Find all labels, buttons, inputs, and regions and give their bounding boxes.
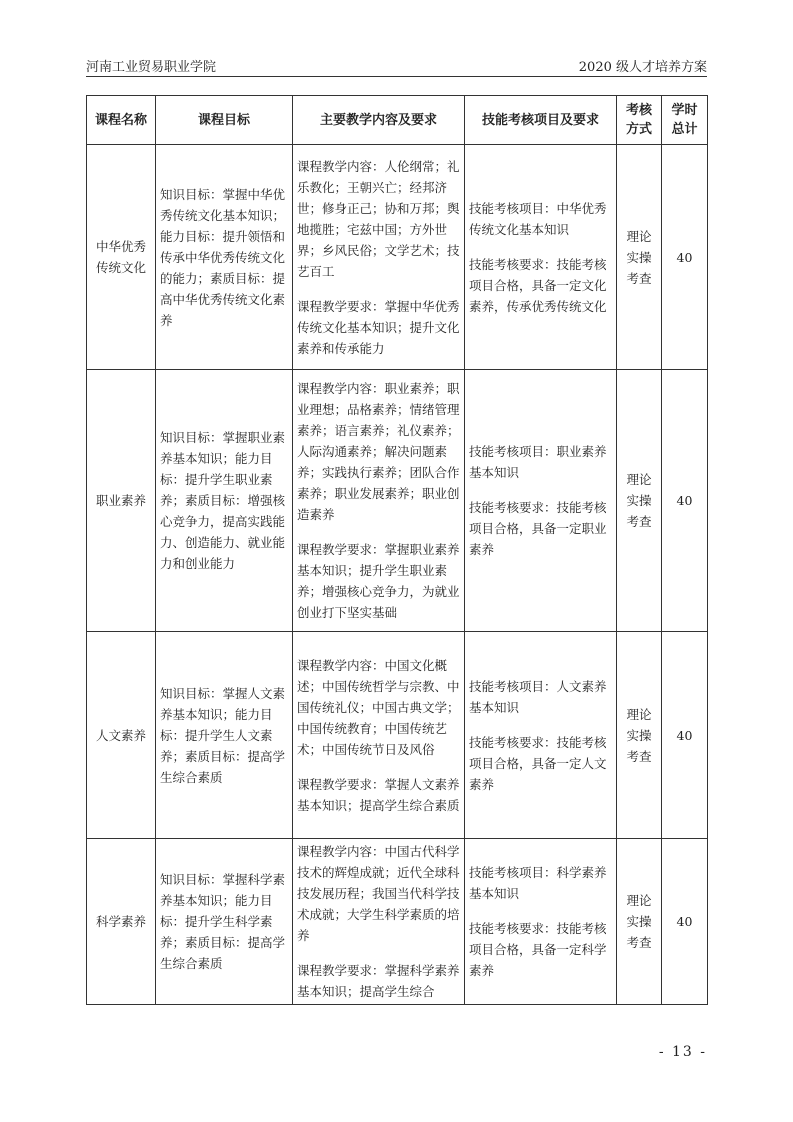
page-number: - 13 - — [658, 1044, 707, 1060]
method-line3: 考查 — [626, 748, 652, 764]
course-goal-cell: 知识目标：掌握中华优秀传统文化基本知识；能力目标：提升领悟和传承中华优秀传统文化的能力；素质目标：提高中华优秀传统文化素养 — [156, 145, 293, 370]
skill-cell — [465, 632, 617, 839]
method-line1: 理论 — [626, 893, 652, 908]
course-name-line1: 中华优秀 — [95, 239, 146, 254]
col-header-method — [617, 96, 662, 145]
hours-cell: 40 — [662, 145, 708, 370]
course-content-cell — [293, 632, 465, 839]
skill-items: 技能考核项目：科学素养基本知识 — [469, 865, 607, 901]
header-plan-title: 2020 级人才培养方案 — [578, 60, 707, 75]
course-name-cell — [87, 370, 156, 632]
method-line2: 实操 — [626, 727, 652, 743]
course-name-line2: 传统文化 — [95, 260, 146, 275]
table-row — [87, 370, 708, 632]
skill-cell — [465, 370, 617, 632]
course-name-line1: 科学素养 — [95, 914, 146, 929]
method-line2: 实操 — [626, 249, 652, 265]
col-header-hours-line1: 学时 — [671, 103, 698, 118]
skill-requirements: 技能考核要求：技能考核项目合格，具备一定人文素养 — [469, 734, 607, 792]
method-line1: 理论 — [626, 472, 652, 487]
content-items: 课程教学内容：人伦纲常；礼乐教化；王朝兴亡；经邦济世；修身正己；协和万邦；舆地揽胜；宅兹中国；方外世界；乡风民俗；文学艺术；技艺百工 — [297, 158, 460, 279]
curriculum-table — [86, 95, 708, 1005]
course-name-cell — [87, 839, 156, 1005]
skill-requirements: 技能考核要求：技能考核项目合格，具备一定文化素养，传承优秀传统文化 — [469, 256, 607, 314]
content-items: 课程教学内容：中国文化概述；中国传统哲学与宗教、中国传统礼仪；中国古典文学；中国传统教育；中国传统艺术；中国传统节日及风俗 — [297, 657, 460, 757]
method-line3: 考查 — [626, 270, 652, 286]
course-goal-cell: 知识目标：掌握科学素养基本知识；能力目标：提升学生科学素养；素质目标：提高学生综合素质 — [156, 839, 293, 1005]
col-header-hours — [662, 96, 708, 145]
table-row — [87, 632, 708, 839]
table-row — [87, 839, 708, 1005]
content-requirements: 课程教学要求：掌握人文素养基本知识；提高学生综合素质 — [297, 776, 460, 813]
col-header-skill: 技能考核项目及要求 — [465, 96, 617, 145]
col-header-method-line2: 方式 — [625, 122, 652, 137]
method-line2: 实操 — [626, 493, 652, 508]
course-goal-cell: 知识目标：掌握人文素养基本知识；能力目标：提升学生人文素养；素质目标：提高学生综合素质 — [156, 632, 293, 839]
assessment-method-cell — [617, 370, 662, 632]
skill-items: 技能考核项目：中华优秀传统文化基本知识 — [469, 200, 607, 237]
header-school-name: 河南工业贸易职业学院 — [86, 60, 217, 75]
skill-items: 技能考核项目：职业素养基本知识 — [469, 444, 607, 480]
course-content-cell — [293, 145, 465, 370]
skill-cell — [465, 839, 617, 1005]
content-items: 课程教学内容：职业素养；职业理想；品格素养；情绪管理素养；语言素养；礼仪素养；人际沟通素养；解决问题素养；实践执行素养；团队合作素养；职业发展素养；职业创造素养 — [297, 381, 460, 522]
assessment-method-cell — [617, 632, 662, 839]
method-line1: 理论 — [626, 706, 652, 722]
method-line3: 考查 — [626, 935, 652, 950]
assessment-method-cell — [617, 839, 662, 1005]
assessment-method-cell — [617, 145, 662, 370]
col-header-content: 主要教学内容及要求 — [293, 96, 465, 145]
method-line2: 实操 — [626, 914, 652, 929]
skill-cell — [465, 145, 617, 370]
content-items: 课程教学内容：中国古代科学技术的辉煌成就；近代全球科技发展历程；我国当代科学技术成就；大学生科学素质的培养 — [297, 844, 460, 943]
course-name-line1: 人文素养 — [95, 727, 146, 743]
table-row — [87, 145, 708, 370]
course-name-cell — [87, 632, 156, 839]
course-name-line1: 职业素养 — [95, 493, 146, 508]
skill-requirements: 技能考核要求：技能考核项目合格，具备一定科学素养 — [469, 921, 607, 978]
method-line1: 理论 — [626, 228, 652, 244]
method-line3: 考查 — [626, 514, 652, 529]
hours-cell: 40 — [662, 632, 708, 839]
hours-cell: 40 — [662, 839, 708, 1005]
col-header-method-line1: 考核 — [625, 103, 652, 118]
course-content-cell — [293, 370, 465, 632]
hours-cell: 40 — [662, 370, 708, 632]
header-rule — [86, 76, 707, 77]
table-header-row — [87, 96, 708, 145]
skill-requirements: 技能考核要求：技能考核项目合格，具备一定职业素养 — [469, 500, 607, 557]
content-requirements: 课程教学要求：掌握中华优秀传统文化基本知识；提升文化素养和传承能力 — [297, 298, 460, 356]
course-content-cell — [293, 839, 465, 1005]
course-goal-cell: 知识目标：掌握职业素养基本知识；能力目标：提升学生职业素养；素质目标：增强核心竞争力，提高实践能力、创造能力、就业能力和创业能力 — [156, 370, 293, 632]
skill-items: 技能考核项目：人文素养基本知识 — [469, 678, 607, 715]
content-requirements: 课程教学要求：掌握科学素养基本知识；提高学生综合 — [297, 963, 460, 999]
col-header-hours-line2: 总计 — [671, 122, 698, 137]
col-header-goal: 课程目标 — [156, 96, 293, 145]
col-header-name: 课程名称 — [87, 96, 156, 145]
course-name-cell — [87, 145, 156, 370]
content-requirements: 课程教学要求：掌握职业素养基本知识；提升学生职业素养；增强核心竞争力，为就业创业打下坚实基础 — [297, 542, 460, 620]
